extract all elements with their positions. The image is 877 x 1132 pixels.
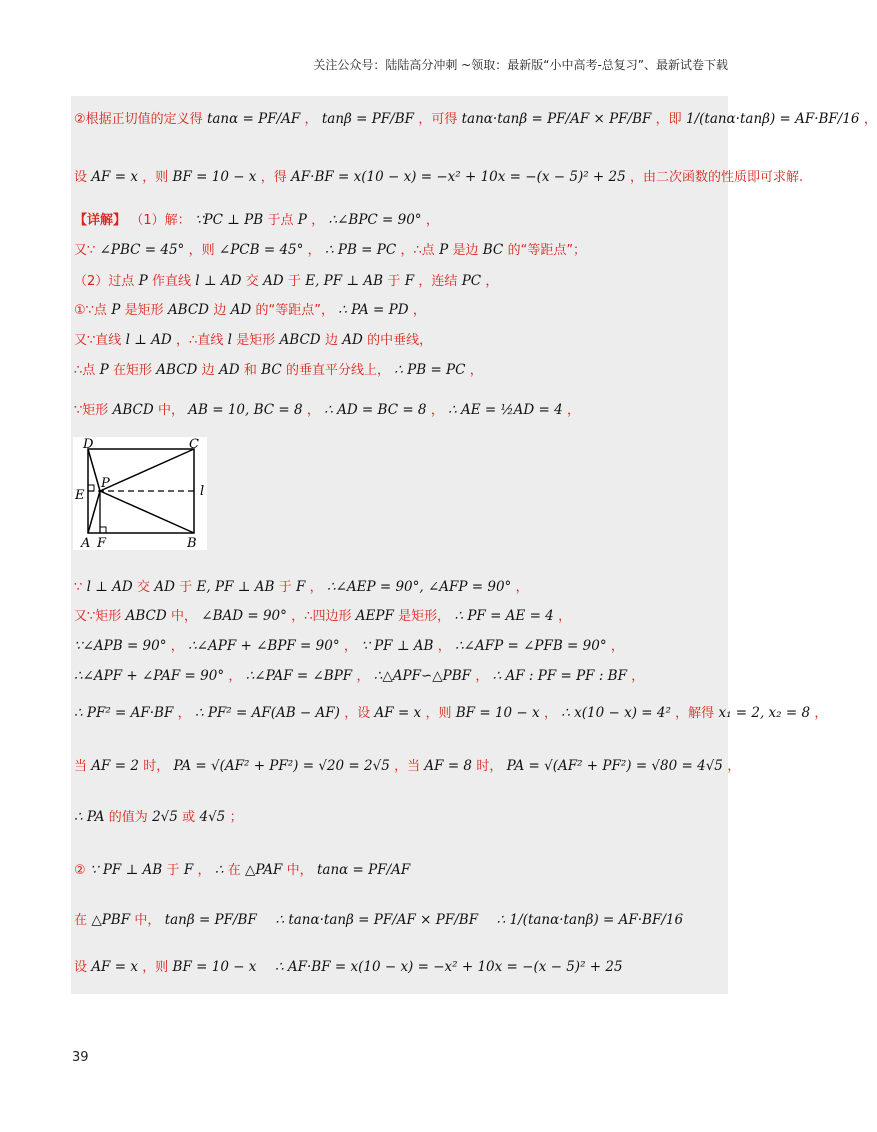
text: ， — [610, 639, 624, 654]
text: 的“等距点”； — [507, 243, 587, 258]
formula: ∴ PB = PC — [324, 242, 397, 258]
text: ， — [311, 213, 325, 228]
formula: tanα = PF/AF — [206, 111, 301, 127]
formula: AF = x — [374, 705, 422, 721]
text: ， — [631, 669, 645, 684]
formula: ∴ — [214, 862, 224, 878]
line-5 — [74, 272, 498, 291]
line-9 — [74, 401, 580, 420]
segment-pc — [100, 449, 194, 491]
text: 设 — [74, 170, 88, 185]
formula: ∴ PF² = AF(AB − AF) — [194, 705, 340, 721]
line-4 — [74, 241, 586, 260]
formula: ∴ PB = PC — [394, 362, 466, 378]
formula: PC — [461, 273, 482, 289]
text: ， — [177, 706, 191, 721]
formula: ABCD — [156, 362, 198, 378]
text: ②根据正切值的定义得 — [74, 112, 203, 127]
formula: ∵PC ⊥ PB — [194, 212, 264, 228]
text: 于 — [179, 580, 193, 595]
formula: PA = √(AF² + PF²) = √20 = 2√5 — [173, 758, 390, 774]
text: ， — [558, 609, 572, 624]
text: ，设 — [344, 706, 371, 721]
formula: P — [99, 362, 109, 378]
formula: ∴ AF·BF = x(10 − x) = −x² + 10x = −(x − 5)² + 25 — [275, 959, 623, 975]
formula: tanβ = PF/BF — [321, 111, 415, 127]
formula: ∴ PA = PD — [338, 302, 409, 318]
text: ； — [229, 810, 243, 825]
line-7 — [74, 331, 432, 350]
formula: 4√5 — [199, 809, 226, 825]
text: （2）过点 — [74, 274, 135, 289]
line-12 — [74, 637, 624, 656]
formula: P — [111, 302, 121, 318]
label-b: B — [187, 536, 197, 551]
formula: ∴∠APF + ∠PAF = 90° — [74, 668, 225, 684]
formula: ABCD — [167, 302, 210, 318]
text: 在矩形 — [112, 363, 152, 378]
formula: BC — [261, 362, 282, 378]
text: ， — [343, 639, 357, 654]
formula: l — [227, 332, 232, 348]
text: 设 — [74, 960, 88, 975]
text: 于 — [387, 274, 401, 289]
formula: ∴∠APF + ∠BPF = 90° — [188, 638, 340, 654]
text: ，解得 — [675, 706, 715, 721]
formula: tanα·tanβ = PF/AF × PF/BF — [461, 111, 652, 127]
segment-ap — [88, 491, 100, 533]
text: 边 — [324, 333, 338, 348]
formula: x₁ = 2, x₂ = 8 — [718, 705, 811, 721]
text: 边 — [201, 363, 215, 378]
text: ， — [304, 112, 318, 127]
formula: AD — [218, 362, 240, 378]
label-a: A — [81, 536, 91, 551]
rectangle-figure — [73, 437, 207, 550]
line-18 — [74, 911, 683, 930]
line-3 — [74, 211, 439, 230]
text: ， — [356, 669, 370, 684]
line-13 — [74, 667, 644, 686]
text: 交 — [245, 274, 259, 289]
text: 于点 — [267, 213, 294, 228]
formula: BF = 10 − x — [172, 959, 257, 975]
text: 是矩形 — [124, 303, 164, 318]
text: 于 — [287, 274, 301, 289]
formula: P — [439, 242, 449, 258]
formula: ∴ PA — [74, 809, 105, 825]
formula: 1/(tanα·tanβ) = AF·BF/16 — [685, 111, 860, 127]
page-header: 关注公众号：陆陆高分冲刺 ~领取：最新版“小中高考-总复习”、最新试卷下载 — [313, 58, 728, 72]
text: 的值为 — [108, 810, 148, 825]
formula: tanα = PF/AF — [316, 862, 411, 878]
formula: BC — [482, 242, 504, 258]
text: 作直线 — [151, 274, 191, 289]
text: 在 — [227, 863, 241, 878]
text: 又∵矩形 — [74, 609, 122, 624]
text: ，则 — [425, 706, 452, 721]
text: 中， — [134, 913, 161, 928]
text: ，即 — [655, 112, 682, 127]
formula: l ⊥ AD — [125, 332, 172, 348]
formula: ∵∠APB = 90° — [74, 638, 167, 654]
text: ② — [74, 863, 86, 878]
text: ， — [863, 112, 877, 127]
formula: ABCD — [112, 402, 154, 418]
formula: 2√5 — [152, 809, 178, 825]
formula: ∵ PF ⊥ AB — [361, 638, 434, 654]
text: ， — [309, 580, 323, 595]
right-angle-e — [88, 485, 94, 491]
line-10 — [74, 578, 529, 597]
text: 是边 — [452, 243, 479, 258]
text: 在 — [74, 913, 88, 928]
geometry-diagram — [73, 437, 207, 550]
text: ， — [425, 213, 439, 228]
text: 又∵ — [74, 243, 96, 258]
formula: AF = x — [91, 959, 138, 975]
formula: ∴ AF : PF = PF : BF — [492, 668, 627, 684]
text: ， — [566, 403, 580, 418]
text: 的“等距点”， — [255, 303, 334, 318]
text: ， — [430, 403, 444, 418]
formula: l ⊥ AD — [195, 273, 242, 289]
formula: AF = 8 — [424, 758, 473, 774]
segment-pb — [100, 491, 194, 533]
text: ， — [515, 580, 529, 595]
text: 时， — [476, 759, 503, 774]
formula: l ⊥ AD — [86, 579, 133, 595]
text: ，∴四边形 — [291, 609, 352, 624]
text: ， — [475, 669, 489, 684]
formula: P — [297, 212, 307, 228]
text: 是矩形， — [398, 609, 451, 624]
label-f: F — [97, 536, 107, 551]
formula: ABCD — [125, 608, 167, 624]
right-angle-f — [100, 527, 106, 533]
formula: P — [138, 273, 148, 289]
formula: F — [183, 862, 194, 878]
line-19 — [74, 958, 623, 977]
text: ∴点 — [74, 363, 96, 378]
formula: tanβ = PF/BF — [164, 912, 257, 928]
text: 中， — [170, 609, 197, 624]
formula: ∴ 1/(tanα·tanβ) = AF·BF/16 — [496, 912, 684, 928]
text: （1）解： — [130, 213, 191, 228]
text: ， — [306, 403, 320, 418]
text: 是矩形 — [236, 333, 276, 348]
text: 于 — [166, 863, 180, 878]
formula: ∴∠BPC = 90° — [328, 212, 422, 228]
formula: PA = √(AF² + PF²) = √80 = 4√5 — [506, 758, 723, 774]
text: ，∴直线 — [176, 333, 224, 348]
text: 于 — [278, 580, 292, 595]
line-11 — [74, 607, 571, 626]
text: ，得 — [260, 170, 287, 185]
text: ， — [170, 639, 184, 654]
formula: ∴ AD = BC = 8 — [324, 402, 427, 418]
formula: AF = x — [91, 169, 138, 185]
line-6 — [74, 301, 426, 320]
formula: F — [404, 273, 415, 289]
text: ， — [485, 274, 499, 289]
line-15 — [74, 757, 740, 776]
formula: ∴∠AEP = 90°, ∠AFP = 90° — [326, 579, 512, 595]
formula: ABCD — [279, 332, 321, 348]
text: ，由二次函数的性质即可求解. — [630, 170, 804, 185]
formula: ∠BAD = 90° — [201, 608, 287, 624]
formula: AF = 2 — [91, 758, 139, 774]
line-14 — [74, 704, 827, 723]
formula: AEPF — [355, 608, 394, 624]
text: ， — [543, 706, 557, 721]
text: ， — [197, 863, 211, 878]
formula: AD — [342, 332, 363, 348]
text: ， — [727, 759, 741, 774]
formula: E, PF ⊥ AB — [196, 579, 275, 595]
line-17 — [74, 861, 410, 880]
formula: ∴ AE = ½AD = 4 — [448, 402, 563, 418]
text: 的垂直平分线上， — [285, 363, 390, 378]
formula: E, PF ⊥ AB — [305, 273, 384, 289]
page-number: 39 — [72, 1050, 89, 1065]
text: ，∴点 — [400, 243, 435, 258]
text: 的中垂线， — [367, 333, 433, 348]
formula: AD — [230, 302, 252, 318]
text: ， — [814, 706, 828, 721]
label-p: P — [101, 476, 110, 491]
label-d: D — [83, 437, 94, 452]
formula: ∴ x(10 − x) = 4² — [561, 705, 671, 721]
text: 交 — [137, 580, 151, 595]
text: 和 — [243, 363, 257, 378]
formula: △PBF — [91, 912, 131, 928]
formula: ∴ PF² = AF·BF — [74, 705, 174, 721]
detail-tag: 【详解】 — [74, 213, 127, 228]
text: ①∵点 — [74, 303, 107, 318]
label-l: l — [200, 484, 205, 499]
text: ，则 — [142, 170, 169, 185]
formula: ∴△APF∽△PBF — [373, 668, 472, 684]
line-2 — [74, 168, 803, 187]
formula: AD — [154, 579, 175, 595]
formula: BF = 10 − x — [455, 705, 540, 721]
text: ∵ — [74, 580, 83, 595]
text: 中， — [157, 403, 184, 418]
formula: ∠PCB = 45° — [218, 242, 304, 258]
text: ，可得 — [418, 112, 458, 127]
line-16 — [74, 808, 243, 827]
formula: AB = 10, BC = 8 — [188, 402, 303, 418]
text: 又∵直线 — [74, 333, 122, 348]
formula: ∴ PF = AE = 4 — [454, 608, 554, 624]
text: ， — [307, 243, 321, 258]
label-e: E — [75, 488, 85, 503]
formula: △PAF — [245, 862, 283, 878]
text: 时， — [143, 759, 170, 774]
text: ， — [412, 303, 426, 318]
formula: BF = 10 − x — [172, 169, 257, 185]
line-1 — [74, 110, 877, 129]
formula: AD — [263, 273, 284, 289]
text: 或 — [182, 810, 196, 825]
formula: ∠PBC = 45° — [99, 242, 185, 258]
text: 中， — [286, 863, 313, 878]
text: ，则 — [142, 960, 169, 975]
formula: AF·BF = x(10 − x) = −x² + 10x = −(x − 5)² + 25 — [291, 169, 626, 185]
text: ， — [437, 639, 451, 654]
text: ∵矩形 — [74, 403, 109, 418]
text: ，连结 — [418, 274, 458, 289]
text: ， — [228, 669, 242, 684]
formula: ∴∠AFP = ∠PFB = 90° — [455, 638, 607, 654]
text: 边 — [213, 303, 227, 318]
line-8 — [74, 361, 483, 380]
text: ，则 — [188, 243, 215, 258]
text: ， — [469, 363, 483, 378]
formula: ∴ tanα·tanβ = PF/AF × PF/BF — [275, 912, 479, 928]
formula: ∵ PF ⊥ AB — [89, 862, 163, 878]
text: 当 — [74, 759, 88, 774]
text: ，当 — [394, 759, 421, 774]
label-c: C — [189, 437, 199, 452]
formula: F — [296, 579, 306, 595]
formula: ∴∠PAF = ∠BPF — [245, 668, 353, 684]
